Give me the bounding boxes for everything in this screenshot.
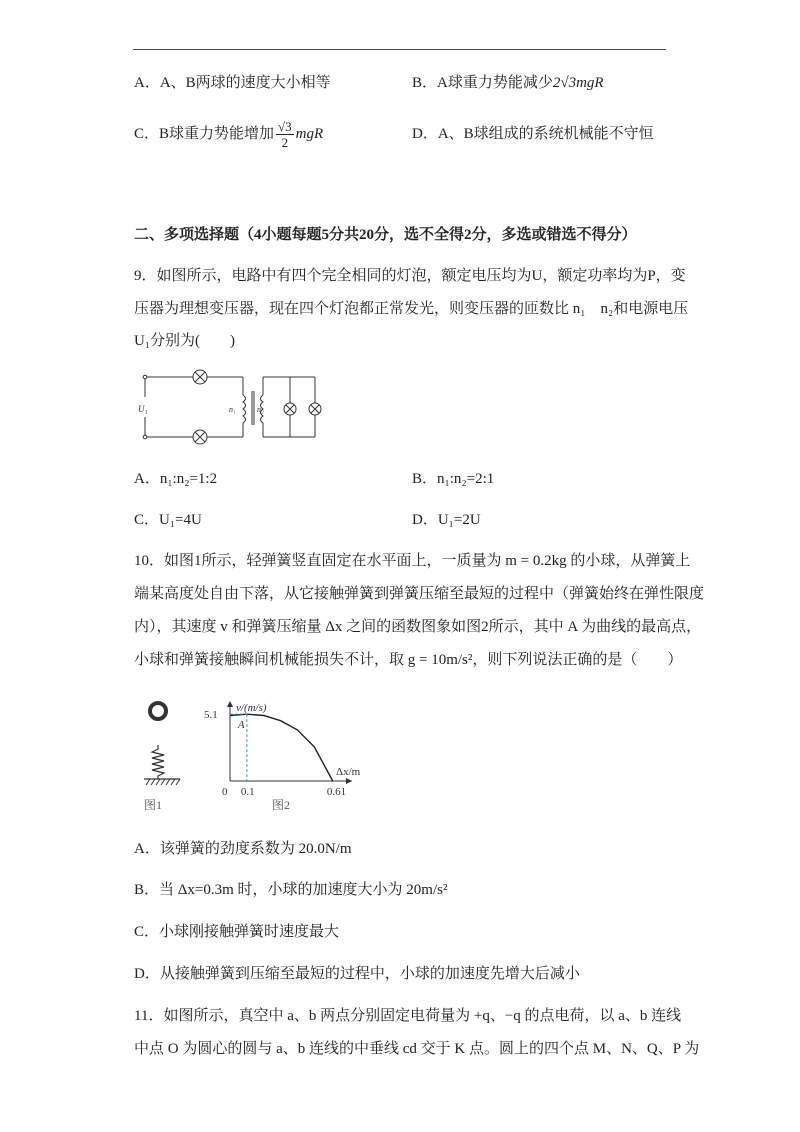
velocity-compression-chart	[200, 697, 370, 817]
lamp-top-left	[193, 370, 207, 384]
x-tick-label: 0	[222, 786, 228, 798]
top-divider	[133, 49, 666, 50]
transformer-circuit-figure	[135, 365, 335, 445]
q10-option-a: A．该弹簧的劲度系数为 20.0N/m	[134, 841, 352, 857]
fig-label-u1: U₁	[138, 404, 148, 414]
q8-option-a: A．A、B两球的速度大小相等	[134, 75, 331, 91]
q8-option-c: C．B球重力势能增加 $\frac{√3}{2}$ mgR	[134, 119, 324, 151]
q10-option-b: B．当 Δx=0.3m 时，小球的加速度大小为 20m/s²	[134, 882, 448, 898]
spring	[152, 745, 164, 779]
q11-line-2: 中点 O 为圆心的圆与 a、b 连线的中垂线 cd 交于 K 点。圆上的四个点 M、N、Q、P 为	[134, 1041, 700, 1057]
fig1-caption: 图1	[144, 798, 163, 812]
q9-option-c: C．U₁=4U	[134, 512, 202, 528]
peak-label-a: A	[237, 719, 245, 732]
terminal-top	[143, 375, 147, 379]
y-axis-arrow	[227, 701, 233, 707]
fig2-caption: 图2	[272, 798, 291, 812]
section-heading: 二、多项选择题（4小题每题5分共20分，选不全得2分，多选或错选不得分）	[134, 227, 637, 243]
q10-line-4: 小球和弹簧接触瞬间机械能损失不计，取 g = 10m/s²，则下列说法正确的是（ ）	[134, 652, 683, 668]
lamp-right-2	[309, 403, 321, 415]
q10-option-d: D．从接触弹簧到压缩至最短的过程中，小球的加速度先增大后减小	[134, 966, 580, 982]
terminal-bottom	[143, 435, 147, 439]
fig-label-n2: n₂	[257, 405, 264, 414]
ball	[150, 703, 166, 719]
velocity-curve	[230, 714, 333, 781]
x-tick-label: 0.61	[326, 786, 347, 798]
q9-option-d: D．U₁=2U	[412, 512, 481, 528]
x-tick-label: 0.1	[240, 786, 255, 798]
lamp-right-1	[284, 403, 296, 415]
y-tick-label: 5.1	[204, 709, 218, 722]
q10-line-2: 端某高度处自由下落，从它接触弹簧到弹簧压缩至最短的过程中（弹簧始终在弹性限度	[134, 586, 705, 602]
q11-line-1: 11．如图所示，真空中 a、b 两点分别固定电荷量为 +q、−q 的点电荷，以 a、b 连线	[134, 1008, 682, 1024]
x-axis-label: Δx/m	[336, 766, 361, 778]
spring-ball-figure	[140, 697, 200, 817]
ground-hatch	[146, 779, 180, 785]
q9-option-b: B．n₁:n₂=2:1	[412, 471, 495, 487]
q9-line-3: U₁分别为( )	[134, 333, 236, 349]
q10-line-1: 10．如图1所示，轻弹簧竖直固定在水平面上，一质量为 m = 0.2kg 的小球，从弹簧上	[134, 553, 691, 569]
q9-line-2: 压器为理想变压器，现在四个灯泡都正常发光，则变压器的匝数比 n₁ n₂和电源电压	[134, 301, 689, 317]
q8-option-b: B．A球重力势能减少2√3mgR	[412, 75, 604, 91]
q8-option-d: D．A、B球组成的系统机械能不守恒	[412, 126, 654, 142]
q9-option-a: A．n₁:n₂=1:2	[134, 471, 218, 487]
lamp-bottom-left	[193, 430, 207, 444]
q10-line-3: 内），其速度 v 和弹簧压缩量 Δx 之间的函数图象如图2所示，其中 A 为曲线的最高点，	[134, 619, 702, 635]
q9-line-1: 9．如图所示，电路中有四个完全相同的灯泡，额定电压均为U，额定功率均为P，变	[134, 268, 686, 284]
y-axis-label: v/(m/s)	[236, 702, 267, 714]
fig-label-n1: n₁	[229, 405, 236, 414]
sqrt3-over-2-fraction: $\frac{√3}{2}$	[278, 119, 292, 151]
x-axis-arrow	[346, 778, 352, 784]
q10-option-c: C．小球刚接触弹簧时速度最大	[134, 924, 340, 940]
